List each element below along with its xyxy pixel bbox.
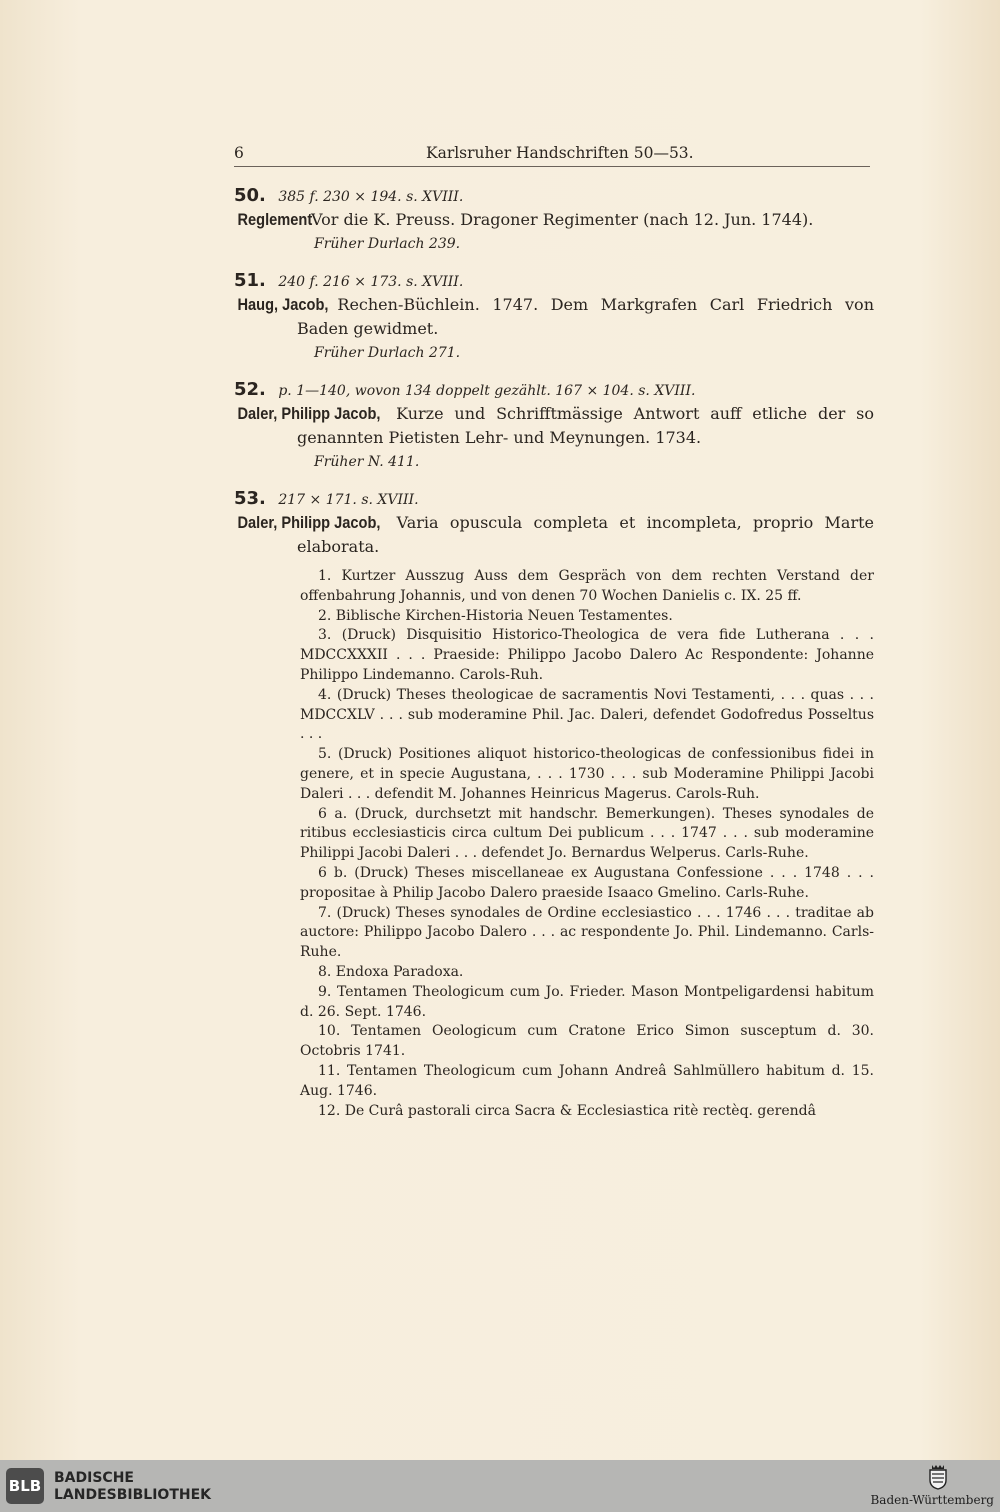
- entry-heading: [234, 184, 874, 208]
- catalog-entry-50: [234, 184, 874, 256]
- entry-title: [237, 511, 875, 559]
- entry-number: 50.: [234, 185, 266, 206]
- entry-provenance: Früher Durlach 239.: [314, 236, 461, 252]
- page-number: 6: [234, 144, 244, 162]
- entry-author: Daler, Philipp Jacob,: [237, 513, 381, 532]
- entry-title-text: Vor die K. Preuss. Dragoner Regimenter (nach 12. Jun. 1744).: [311, 210, 814, 229]
- entry-title: [237, 293, 874, 341]
- entry-title-text: Rechen-Büchlein. 1747. Dem Markgrafen Carl Friedrich von Baden gewidmet.: [297, 295, 874, 338]
- entry-physical-description: 217 × 171. s. XVIII.: [278, 492, 419, 508]
- entry-title: [237, 208, 874, 232]
- blb-logo[interactable]: BLB: [6, 1468, 44, 1504]
- catalog-content: [234, 184, 874, 1134]
- entry-title-text: Varia opuscula completa et incompleta, proprio Marte elaborata.: [297, 513, 875, 556]
- entry-heading: [234, 269, 874, 293]
- library-name[interactable]: [54, 1470, 211, 1504]
- library-footer-bar: [0, 1460, 1000, 1512]
- entry-heading: [234, 378, 874, 402]
- list-item: 6 a. (Druck, durchsetzt mit handschr. Bemerkungen). Theses synodales de ritibus ecclesiasticis circa cultum Dei publicum . . . 1747 . . . sub moderamine Philippi Jacobi Daleri . . . defendet Jo. Bernardus Welperus. Carls-Ruhe.: [300, 805, 874, 862]
- running-title: Karlsruher Handschriften 50—53.: [426, 144, 694, 162]
- catalog-entry-52: [234, 378, 874, 474]
- list-item: 5. (Druck) Positiones aliquot historico-theologicas de confessionibus fidei in genere, et in specie Augustana, . . . 1730 . . . sub Moderamine Philippi Jacobi Daleri . . . defendit M. Johannes Heinricus Magerus. Carols-Ruh.: [300, 746, 874, 802]
- entry-provenance: Früher Durlach 271.: [314, 345, 461, 361]
- list-item: 7. (Druck) Theses synodales de Ordine ecclesiastico . . . 1746 . . . traditae ab auctore: Philippo Jacobo Dalero . . . ac respondente Jo. Phil. Lindemanno. Carls-Ruhe.: [300, 904, 874, 961]
- list-item: 8. Endoxa Paradoxa.: [318, 963, 464, 980]
- region-name[interactable]: Baden-Württemberg: [870, 1493, 994, 1507]
- list-item: 9. Tentamen Theologicum cum Jo. Frieder. Mason Montpeligardensi habitum d. 26. Sept. 1746.: [300, 983, 874, 1020]
- entry-author: Reglement: [237, 210, 313, 229]
- catalog-entry-51: [234, 269, 874, 365]
- list-item: 3. (Druck) Disquisitio Historico-Theologica de vera fide Lutherana . . . MDCCXXXII . . . Praeside: Philippo Jacobo Dalero Ac Respondente: Johanne Philippo Lindemanno. Carols-Ruh.: [300, 627, 874, 683]
- list-item: 4. (Druck) Theses theologicae de sacramentis Novi Testamenti, . . . quas . . . MDCCXLV . . . sub moderamine Phil. Jac. Daleri, defendet Godofredus Posseltus . . .: [300, 686, 874, 743]
- entry-number: 53.: [234, 488, 266, 509]
- catalog-entry-53: [234, 487, 874, 1121]
- list-item: 12. De Curâ pastorali circa Sacra & Ecclesiastica ritè rectèq. gerendâ: [318, 1102, 816, 1119]
- list-item: 10. Tentamen Oeologicum cum Cratone Erico Simon susceptum d. 30. Octobris 1741.: [300, 1023, 874, 1060]
- entry-number: 51.: [234, 270, 266, 291]
- entry-heading: [234, 487, 874, 511]
- list-item: 11. Tentamen Theologicum cum Johann Andreâ Sahlmüllero habitum d. 15. Aug. 1746.: [300, 1062, 874, 1099]
- entry-title-text: Kurze und Schrifftmässige Antwort auff etliche der so genannten Pietisten Lehr- und Meynungen. 1734.: [297, 404, 874, 447]
- entry-physical-description: 385 f. 230 × 194. s. XVIII.: [278, 189, 464, 205]
- entry-physical-description: 240 f. 216 × 173. s. XVIII.: [278, 274, 464, 290]
- list-item: 2. Biblische Kirchen-Historia Neuen Testamentes.: [318, 607, 673, 624]
- baden-wuerttemberg-crest-icon[interactable]: [928, 1464, 948, 1490]
- library-name-line2: LANDESBIBLIOTHEK: [54, 1487, 212, 1503]
- entry-number: 52.: [234, 379, 266, 400]
- entry-author: Daler, Philipp Jacob,: [237, 404, 381, 423]
- library-name-line1: BADISCHE: [54, 1470, 134, 1486]
- list-item: 1. Kurtzer Ausszug Auss dem Gespräch von dem rechten Verstand der offenbahrung Johannis, und von denen 70 Wochen Danielis c. IX. 25 ff.: [300, 568, 874, 604]
- list-item: 6 b. (Druck) Theses miscellaneae ex Augustana Confessione . . . 1748 . . . propositae à Philip Jacobo Dalero praeside Isaaco Gmelino. Carls-Ruhe.: [300, 864, 874, 901]
- page-header: [234, 144, 870, 167]
- entry-provenance: Früher N. 411.: [314, 454, 420, 470]
- contents-list: [300, 567, 874, 1121]
- entry-physical-description: p. 1—140, wovon 134 doppelt gezählt. 167 × 104. s. XVIII.: [278, 383, 696, 399]
- entry-title: [237, 402, 874, 450]
- entry-author: Haug, Jacob,: [237, 295, 329, 314]
